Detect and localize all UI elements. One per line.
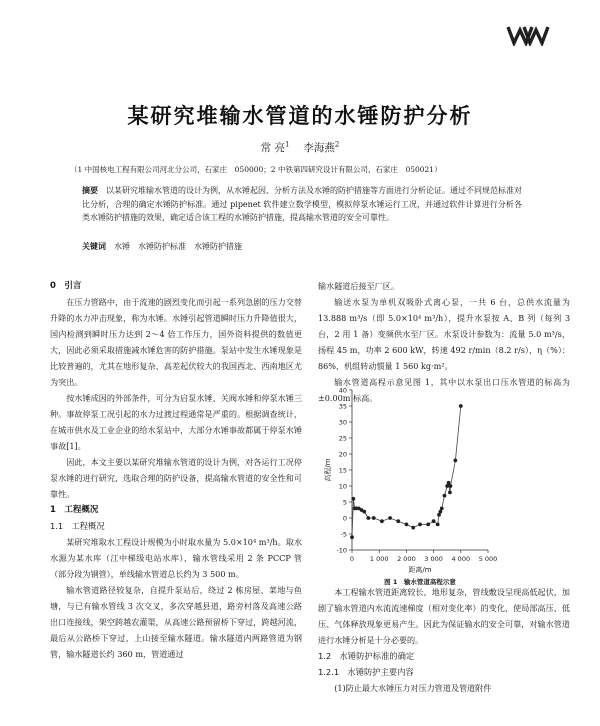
body-paragraph: 在压力管路中，由于流速的剧烈变化而引起一系列急剧的压力交替升降的水力冲击现象，称为水锤。水锤引起管道瞬时压力升降值很大，国内检测到瞬时压力达到 2～4 倍工作压力，国外资料提供的数值更大，因此必须采取措施减水锤危害的防护措施。泵站中发生水锤现象是比较普遍的，尤其在地形复杂、高差起伏较大的我国西北、西南地区尤为突出。 (50, 297, 302, 387)
elevation-chart-svg (318, 386, 568, 586)
x-tick-label: 1 000 (369, 555, 389, 563)
affiliations: （1 中国核电工程有限公司河北分公司，石家庄 050000；2 中铁第四研究设计有限公司，石家庄 050021） (70, 165, 442, 174)
y-tick-label: -10 (336, 546, 347, 555)
body-paragraph: (1)防止最大水锤压力对压力管道及管道附件 (334, 683, 492, 693)
y-tick-label: 35 (338, 402, 347, 411)
right-column-bottom (318, 584, 570, 696)
elevation-point (449, 484, 453, 488)
elevation-chart (318, 386, 568, 586)
y-axis-label: 高程/m (324, 458, 332, 482)
elevation-point (366, 516, 370, 520)
y-tick-label: 30 (338, 418, 347, 427)
abstract-text: 以某研究堆输水管道的设计为例，从水锤起因、分析方法及水锤的防护措施等方面进行分析论证。通过不同规范标准对比分析，合理的确定水锤防护标准。通过 pipenet 软件建立数学模型，模拟停泵水锤运行工况，并通过软件计算进行分析各类水锤防护措施的效果，确定适合该工程的水锤防护措施，提高输水管道的安全可靠性。 (82, 186, 522, 222)
left-column (50, 278, 302, 662)
keyword: 水锤防护措施 (194, 242, 242, 251)
author-2-affil-mark: 2 (334, 140, 340, 149)
body-paragraph: 按水锤成因的外部条件，可分为启泵水锤、关阀水锤和停泵水锤三种。事故停泵工况引起的水力过渡过程通常是严重的。根据调查统计，在城市供水及工业企业的给水泵站中，大部分水锤事故都属于停泵水锤事故[1]。 (50, 393, 302, 451)
elevation-point (443, 494, 447, 498)
elevation-point (396, 519, 400, 523)
y-tick-label: 0 (342, 514, 347, 523)
subsection-heading: 1.2.1 水锤防护主要内容 (318, 667, 414, 677)
elevation-point (426, 523, 430, 527)
authors (0, 140, 600, 155)
body-paragraph: 输水管道路径较复杂，自提升泵站后，绕过 2 栋房屋、菜地与鱼塘，与已有输水管线 3 次交叉，多次穿越县道，路旁村落及高速公路出口连接线，架空跨越农灌渠，从高速公路预留桥下穿过，跨越河流，最后从公路桥下穿过，上山接至输水隧道。输水隧道内两路管道为钢管，输水隧道长约 360 m，管道通过 (50, 585, 302, 659)
elevation-point (448, 491, 452, 495)
elevation-point (459, 404, 463, 408)
body-paragraph: 某研究堆取水工程设计规模为小时取水量为 5.0×10⁴ m³/h。取水水源为某水库（江中梯级电站水库），输水管线采用 2 条 PCCP 管（部分段为钢管），单线输水管道总长约为 3 500 m。 (50, 537, 302, 579)
y-tick-label: 15 (338, 466, 347, 475)
body-paragraph: 输水隧道后接至厂区。 (318, 281, 399, 291)
x-tick-label: 0 (349, 555, 355, 563)
paper-title: 某研究堆输水管道的水锤防护分析 (127, 104, 473, 128)
elevation-point (350, 535, 354, 539)
elevation-point (418, 523, 422, 527)
y-tick-label: 40 (338, 386, 347, 395)
elevation-point (405, 523, 409, 527)
subsection-heading: 1.1 工程概况 (50, 521, 105, 531)
x-axis-label: 距离/m (408, 566, 432, 574)
keyword: 水锤防护标准 (138, 242, 186, 251)
elevation-point (362, 510, 366, 514)
elevation-point (351, 497, 355, 501)
x-tick-label: 5 000 (478, 555, 498, 563)
author-1: 常 亮 (260, 142, 285, 154)
elevation-point (372, 516, 376, 520)
body-paragraph: 输送水泵为单机双吸卧式离心泵，一共 6 台，总供水流量为 13.888 m³/s（即 5.0×10⁴ m³/h），提升水泵按 A、B 列（每列 3 台，2 用 1 备）变频供水至厂区。水泵设计参数为：流量 5.0 m³/s，扬程 45 m，功率 2 600 kW，转速 492 r/min（8.2 r/s），η（%）：86%，机组转动惯量 1 560 kg·m²。 (318, 297, 570, 371)
y-tick-label: 25 (338, 434, 347, 443)
author-1-affil-mark: 1 (284, 140, 290, 149)
y-tick-label: 5 (342, 498, 347, 507)
author-2: 李海燕 (303, 142, 335, 154)
elevation-point (411, 526, 415, 530)
elevation-point (436, 523, 440, 527)
elevation-point (380, 519, 384, 523)
x-tick-label: 4 000 (451, 555, 471, 563)
elevation-point (388, 516, 392, 520)
body-paragraph: 输水管道高程示意见图 1，其中以水泵出口压水管道的标高为±0.00m 标高。 (318, 377, 570, 403)
x-tick-label: 2 000 (397, 555, 416, 563)
keywords-label: 关键词 (82, 242, 106, 251)
y-tick-label: 20 (338, 450, 347, 459)
chart-caption: 图 1 输水管道高程示意 (384, 578, 456, 586)
body-paragraph: 本工程输水管道距离较长，地形复杂，管线敷设呈现高低起伏，加剧了输水管道内水流流速梯度（相对变化率）的变化，使局部高压、低压、气体释放现象更易产生。因此为保证输水的安全可靠，对输水管道进行水锤分析是十分必要的。 (318, 587, 570, 645)
keyword: 水锤 (114, 242, 130, 251)
abstract (82, 184, 522, 225)
section-heading-overview: 1 工程概况 (50, 505, 99, 515)
elevation-point (453, 459, 457, 463)
x-tick-label: 3 000 (424, 555, 443, 563)
keywords (82, 240, 522, 253)
body-paragraph: 因此，本文主要以某研究堆输水管道的设计为例，对各运行工况停泵水锤的进行研究，选取合理的防护设备，提高输水管道的安全性和可靠性。 (50, 457, 302, 499)
y-tick-label: -5 (340, 530, 347, 539)
abstract-label: 摘要 (82, 186, 98, 195)
subsection-heading: 1.2 水锤防护标准的确定 (318, 651, 415, 661)
section-heading-intro: 0 引言 (50, 281, 82, 291)
y-tick-label: 10 (338, 482, 347, 491)
elevation-point (440, 507, 444, 511)
elevation-point (432, 519, 436, 523)
ww-logo-icon (506, 24, 550, 46)
elevation-point (447, 481, 451, 485)
